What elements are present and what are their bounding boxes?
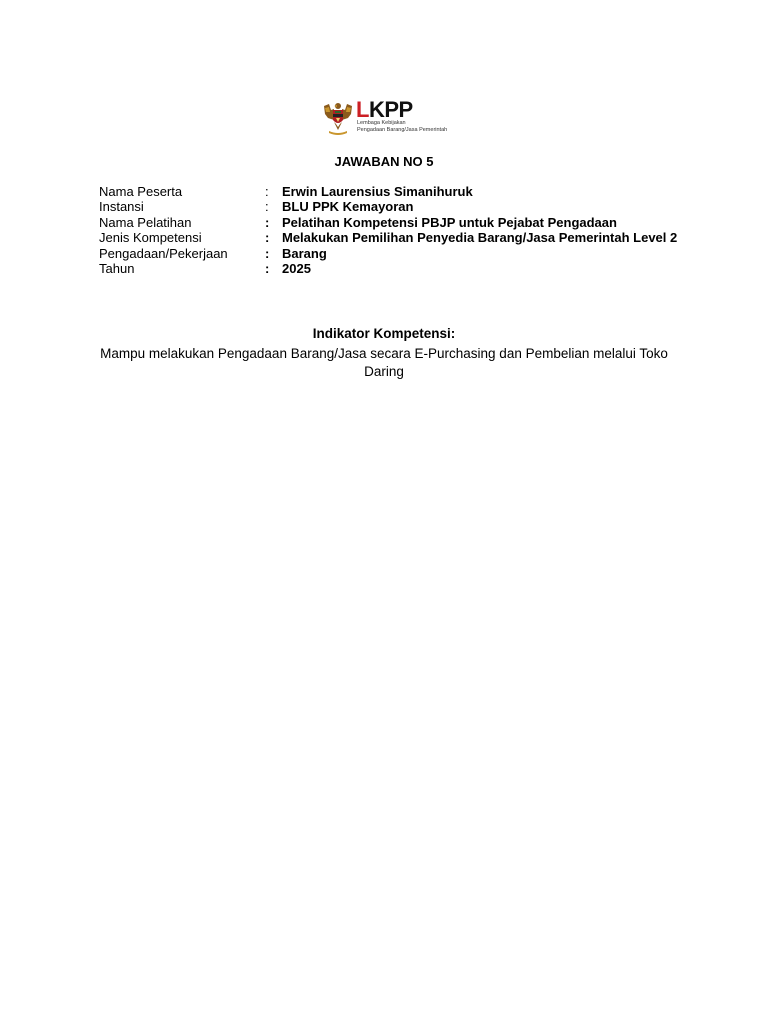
info-value: Erwin Laurensius Simanihuruk bbox=[282, 184, 473, 199]
logo-subtitle-line1: Lembaga Kebijakan bbox=[357, 120, 406, 126]
garuda-emblem-icon bbox=[322, 100, 354, 136]
info-colon: : bbox=[265, 245, 270, 261]
document-title: JAWABAN NO 5 bbox=[334, 154, 434, 169]
info-label: Jenis Kompetensi bbox=[99, 230, 202, 246]
info-value: BLU PPK Kemayoran bbox=[282, 199, 414, 215]
indicator-text: Mampu melakukan Pengadaan Barang/Jasa secara E-Purchasing dan Pembelian melalui Toko Daring bbox=[100, 346, 668, 379]
participant-info-table bbox=[99, 184, 689, 276]
info-label: Pengadaan/Pekerjaan bbox=[99, 245, 228, 261]
info-colon: : bbox=[265, 199, 269, 215]
info-colon: : bbox=[265, 230, 270, 246]
info-value: Barang bbox=[282, 245, 327, 261]
info-label: Tahun bbox=[99, 261, 135, 277]
info-label: Nama Pelatihan bbox=[99, 214, 192, 230]
info-row-jenis-kompetensi bbox=[99, 230, 689, 245]
info-value: Melakukan Pemilihan Penyedia Barang/Jasa Pemerintah Level 2 bbox=[282, 230, 678, 246]
logo-wordmark bbox=[356, 98, 413, 122]
logo-wordmark-kpp: KPP bbox=[368, 97, 413, 122]
info-label: Instansi bbox=[99, 199, 144, 215]
info-label: Nama Peserta bbox=[99, 184, 183, 199]
info-colon: : bbox=[265, 214, 270, 230]
lkpp-logo bbox=[322, 98, 454, 138]
info-row-instansi bbox=[99, 199, 689, 214]
info-row-tahun bbox=[99, 261, 689, 276]
info-value: Pelatihan Kompetensi PBJP untuk Pejabat Pengadaan bbox=[282, 214, 617, 230]
indicator-heading: Indikator Kompetensi: bbox=[312, 326, 456, 341]
logo-wordmark-l: L bbox=[356, 97, 369, 122]
info-colon: : bbox=[265, 261, 270, 277]
info-value: 2025 bbox=[282, 261, 311, 277]
info-row-pengadaan-pekerjaan bbox=[99, 246, 689, 261]
logo-subtitle-line2: Pengadaan Barang/Jasa Pemerintah bbox=[357, 126, 448, 133]
logo-subtitle bbox=[357, 120, 447, 133]
info-row-nama-peserta bbox=[99, 184, 689, 199]
info-row-nama-pelatihan bbox=[99, 215, 689, 230]
info-colon: : bbox=[265, 184, 269, 199]
